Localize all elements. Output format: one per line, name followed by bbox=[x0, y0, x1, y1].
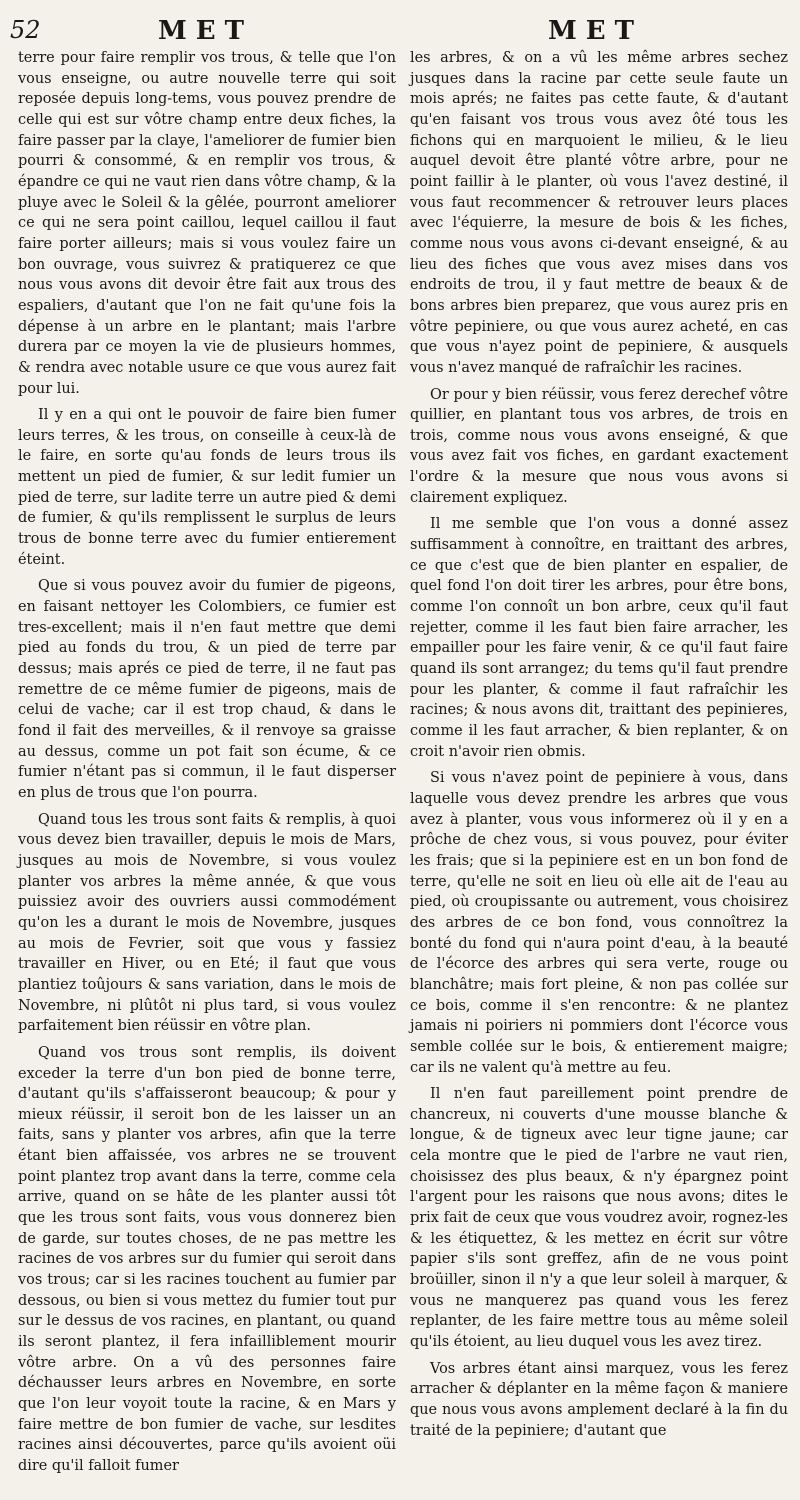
paragraph: Quand vos trous sont remplis, ils doivent exceder la terre d'un bon pied de bonne terre, d'autant qu'ils s'affaisseront beaucoup; & pour y mieux réüssir, il seroit bon de les laisser un an faits, sans y planter vos arbres, afin que la terre étant bien affaissée, vos arbres ne se trouvent point plantez trop avant dans la terre, comme cela arrive, quand on se hâte de les planter aussi tôt que les trous sont faits, vous vous donnerez bien de garde, sur toutes choses, de ne pas mettre les racines de vos arbres sur du fumier qui seroit dans vos trous; car si les racines touchent au fumier par dessous, ou bien si vous mettez du fumier tout pur sur le dessus de vos racines, en plantant, ou quand ils seront plantez, il fera infailliblement mourir vôtre arbre. On a vû des personnes faire déchausser leurs arbres en Novembre, en sorte que l'on leur voyoit toute la racine, & en Mars y faire mettre de bon fumier de vache, sur lesdites racines ainsi découvertes, parce qu'ils avoient oüi dire qu'il falloit fumer bbox=[18, 1044, 396, 1474]
right-column bbox=[410, 48, 788, 1441]
paragraph: les arbres, & on a vû les même arbres sechez jusques dans la racine par cette seule faute un mois aprés; ne faites pas cette faute, & d'autant qu'en faisant vos trous vous avez ôté tous les fichons qui en marquoient le milieu, & le lieu auquel devoit être planté vôtre arbre, pour ne point faillir à le planter, où vous l'avez destiné, il vous faut recommencer & retrouver leurs places avec l'équierre, la mesure de bois & les fiches, comme nous vous avons ci-devant enseigné, & au lieu des fiches que vous avez mises dans vos endroits de trou, il y faut mettre de beaux & de bons arbres bien preparez, que vous aurez pris en vôtre pepiniere, ou que vous aurez acheté, en cas que vous n'ayez point de pepiniere, & ausquels vous n'avez manqué de rafraîchir les racines. bbox=[410, 50, 788, 376]
paragraph: Vos arbres étant ainsi marquez, vous les ferez arracher & déplanter en la même façon & maniere que nous vous avons amplement declaré à la fin du traité de la pepiniere; d'autant que bbox=[410, 1360, 788, 1439]
page-number: 52 bbox=[10, 16, 41, 44]
running-head-right: MET bbox=[548, 16, 643, 46]
paragraph: Il me semble que l'on vous a donné assez suffisamment à connoître, en traittant des arbres, ce que c'est que de bien planter en espalier, de quel fond l'on doit tirer les arbres, pour être bons, comme l'on connoît un bon arbre, ceux qu'il faut rejetter, comme il les faut bien faire arracher, les empailler pour les faire venir, & ce qu'il faut faire quand ils sont arrangez; du tems qu'il faut prendre pour les planter, & comme il faut rafraîchir les racines; & nous avons dit, traittant des pepinieres, comme il les faut arracher, & bien replanter, & on croit n'avoir rien obmis. bbox=[410, 516, 788, 760]
paragraph: Que si vous pouvez avoir du fumier de pigeons, en faisant nettoyer les Colombiers, ce fumier est tres-excellent; mais il n'en faut mettre que demi pied au fonds du trou, & un pied de terre par dessus; mais aprés ce pied de terre, il ne faut pas remettre de ce même fumier de pigeons, mais de celui de vache; car il est trop chaud, & dans le fond il fait des merveilles, & il renvoye sa graisse au dessus, comme un pot fait son écume, & ce fumier n'étant pas si commun, il le faut disperser en plus de trous que l'on pourra. bbox=[18, 578, 396, 801]
paragraph: Il y en a qui ont le pouvoir de faire bien fumer leurs terres, & les trous, on conseille à ceux-là de le faire, en sorte qu'au fonds de leurs trous ils mettent un pied de fumier, & sur ledit fumier un pied de terre, sur ladite terre un autre pied & demi de fumier, & qu'ils remplissent le surplus de leurs trous de bonne terre avec du fumier entierement éteint. bbox=[18, 407, 396, 568]
left-column bbox=[18, 48, 396, 1477]
paragraph: Or pour y bien réüssir, vous ferez derechef vôtre quillier, en plantant tous vos arbres, de trois en trois, comme nous vous avons enseigné, & que vous avez fait vos fiches, en gardant exactement l'ordre & la mesure que nous vous avons si clairement expliquez. bbox=[410, 386, 788, 506]
running-head-left: MET bbox=[158, 16, 253, 46]
paragraph: Si vous n'avez point de pepiniere à vous, dans laquelle vous devez prendre les arbres que vous avez à planter, vous vous informerez où il y en a prôche de chez vous, si vous pouvez, pour éviter les frais; que si la pepiniere est en un bon fond de terre, qu'elle ne soit en lieu où elle ait de l'eau au pied, où croupissante ou autrement, vous choisirez des arbres de ce bon fond, vous connoîtrez la bonté du fond qui n'aura point d'eau, à la beauté de l'écorce des arbres qui sera verte, rouge ou blanchâtre; mais fort pleine, & non pas collée sur ce bois, comme il s'en rencontre: & ne plantez jamais ni poiriers ni pommiers dont l'écorce vous semble collée sur le bois, & entierement maigre; car ils ne valent qu'à mettre au feu. bbox=[410, 770, 788, 1076]
paragraph: Il n'en faut pareillement point prendre de chancreux, ni couverts d'une mousse blanche & longue, & de tigneux avec leur tigne jaune; car cela montre que le pied de l'arbre ne vaut rien, choisissez des plus beaux, & n'y épargnez point l'argent pour les raisons que nous avons; dites le prix fait de ceux que vous voudrez avoir, rognez-les & les étiquettez, & les mettez en écrit sur vôtre papier s'ils sont greffez, afin de ne vous point broüiller, sinon il n'y a que leur soleil à marquer, & vous ne manquerez pas quand vous les ferez replanter, de les faire mettre tous au même soleil qu'ils étoient, au lieu duquel vous les avez tirez. bbox=[410, 1086, 788, 1351]
paragraph: terre pour faire remplir vos trous, & telle que l'on vous enseigne, ou autre nouvelle terre qui soit reposée depuis long-tems, vous pouvez prendre de celle qui est sur vôtre champ entre deux fiches, la faire passer par la claye, l'ameliorer de fumier bien pourri & consommé, & en remplir vos trous, & épandre ce qui ne vaut rien dans vôtre champ, & la pluye avec le Soleil & la gêlée, pourront ameliorer ce qui ne sera point caillou, lequel caillou il faut faire porter ailleurs; mais si vous voulez faire un bon ouvrage, vous suivrez & pratiquerez ce que nous vous avons dit devoir être fait aux trous des espaliers, d'autant que l'on ne fait qu'une fois la dépense à un arbre en le plantant; mais l'arbre durera par ce moyen la vie de plusieurs hommes, & rendra avec notable usure ce que vous aurez fait pour lui. bbox=[18, 50, 396, 397]
paragraph: Quand tous les trous sont faits & remplis, à quoi vous devez bien travailler, depuis le mois de Mars, jusques au mois de Novembre, si vous voulez planter vos arbres la même année, & que vous puissiez avoir des ouvriers aussi commodément qu'on les a durant le mois de Novembre, jusques au mois de Fevrier, soit que vous y fassiez travailler en Hiver, ou en Eté; il faut que vous plantiez toûjours & sans variation, dans le mois de Novembre, ni plûtôt ni plus tard, si vous voulez parfaitement bien réüssir en vôtre plan. bbox=[18, 811, 396, 1035]
